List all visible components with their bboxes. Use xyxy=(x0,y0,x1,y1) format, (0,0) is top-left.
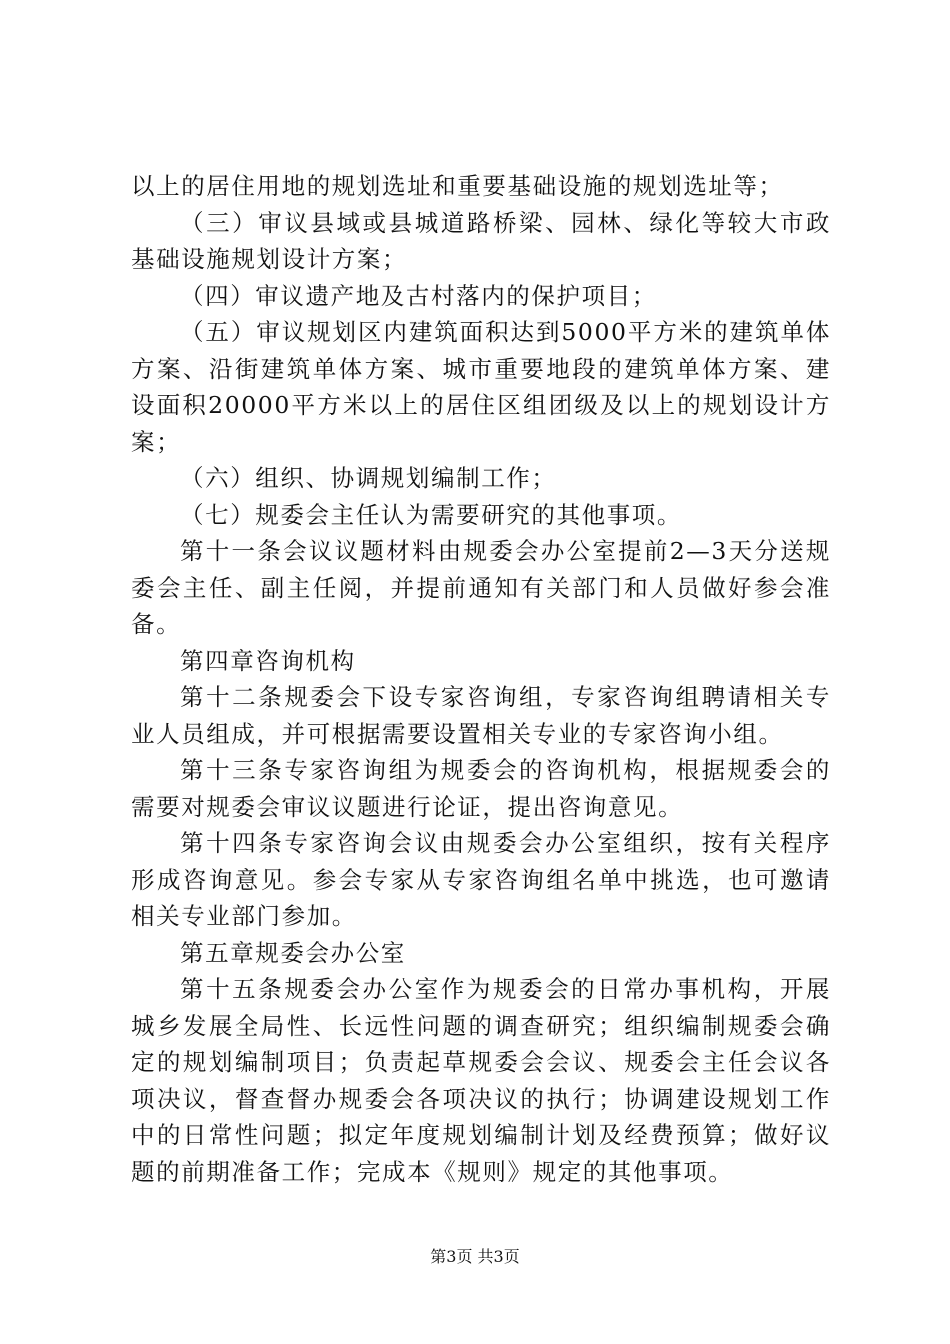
chapter-heading-4: 第四章咨询机构 xyxy=(180,646,356,675)
paragraph-item-5: （五）审议规划区内建筑面积达到5000平方米的建筑单体方案、沿街建筑单体方案、城市重要地段的建筑单体方案、建设面积20000平方米以上的居住区组团级及以上的规划设计方案； xyxy=(131,318,831,456)
paragraph-item-6: （六）组织、协调规划编制工作； xyxy=(180,464,557,492)
chapter-heading-5: 第五章规委会办公室 xyxy=(180,938,406,967)
document-body xyxy=(131,168,831,1190)
paragraph-item-7: （七）规委会主任认为需要研究的其他事项。 xyxy=(180,500,682,529)
paragraph-item-4: （四）审议遗产地及古村落内的保护项目； xyxy=(180,281,657,310)
paragraph-item-3: （三）审议县域或县城道路桥梁、园林、绿化等较大市政基础设施规划设计方案； xyxy=(131,208,831,273)
page-footer xyxy=(0,1247,950,1267)
paragraph-article-15: 第十五条规委会办公室作为规委会的日常办事机构，开展城乡发展全局性、长远性问题的调查研究；组织编制规委会确定的规划编制项目；负责起草规委会会议、规委会主任会议各项决议，督查督办规委会各项决议的执行；协调建设规划工作中的日常性问题；拟定年度规划编制计划及经费预算；做好议题的前期准备工作；完成本《规则》规定的其他事项。 xyxy=(131,975,831,1186)
paragraph-article-12: 第十二条规委会下设专家咨询组，专家咨询组聘请相关专业人员组成，并可根据需要设置相关专业的专家咨询小组。 xyxy=(131,683,831,748)
page-number-label: 第3页 共3页 xyxy=(430,1247,520,1266)
paragraph-article-14: 第十四条专家咨询会议由规委会办公室组织，按有关程序形成咨询意见。参会专家从专家咨询组名单中挑选，也可邀请相关专业部门参加。 xyxy=(131,829,831,930)
paragraph-article-11: 第十一条会议议题材料由规委会办公室提前2—3天分送规委会主任、副主任阅，并提前通知有关部门和人员做好参会准备。 xyxy=(131,537,831,638)
paragraph-continuation: 以上的居住用地的规划选址和重要基础设施的规划选址等； xyxy=(131,172,784,200)
paragraph-article-13: 第十三条专家咨询组为规委会的咨询机构，根据规委会的需要对规委会审议议题进行论证，提出咨询意见。 xyxy=(131,756,831,821)
